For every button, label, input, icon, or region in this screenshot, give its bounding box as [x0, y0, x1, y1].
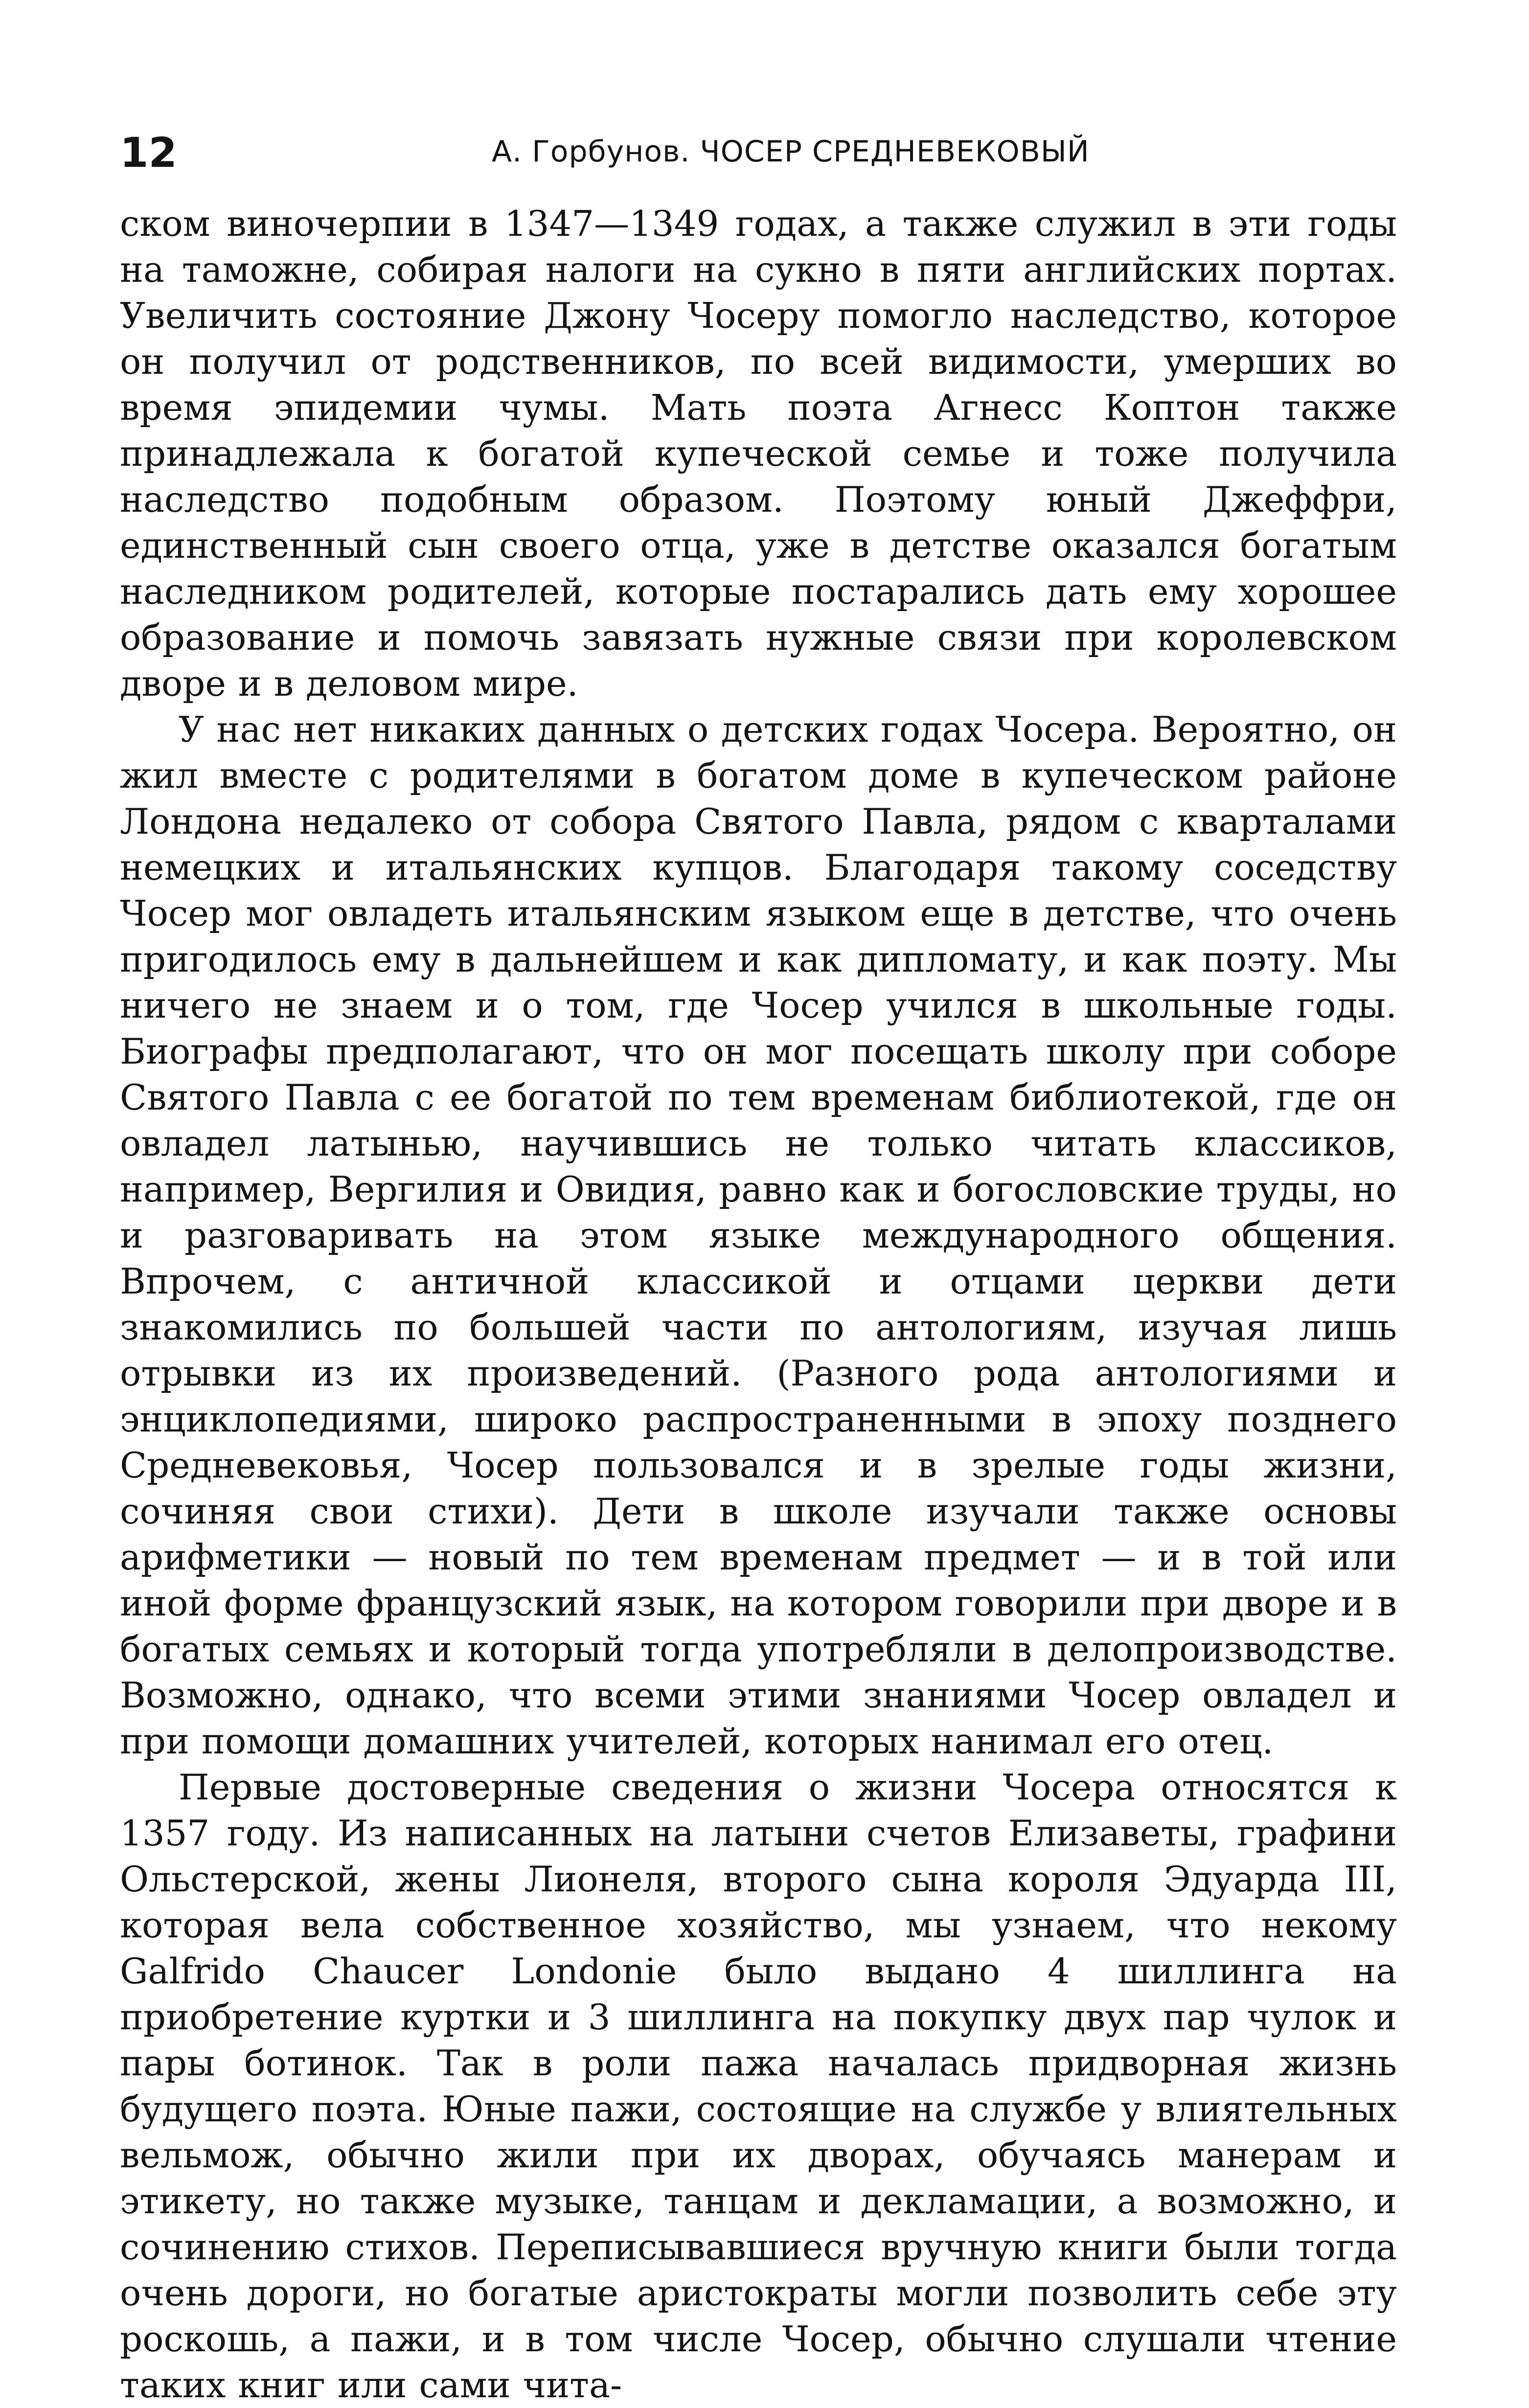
body-text [120, 201, 1397, 2408]
paragraph-continued: ском виночерпии в 1347—1349 годах, а также служил в эти годы на таможне, собирая налоги на сукно в пяти английских портах. Увеличить состояние Джону Чосеру помогло наследство, которое он получил от родственников, по всей видимости, умерших во время эпидемии чумы. Мать поэта Агнесс Коптон также принадлежала к богатой купеческой семье и тоже получила наследство подобным образом. Поэтому юный Джеффри, единственный сын своего отца, уже в детстве оказался богатым наследником родителей, которые постарались дать ему хорошее образование и помочь завязать нужные связи при королевском дворе и в деловом мире. [120, 203, 1397, 704]
page-number: 12 [120, 129, 177, 177]
paragraph-childhood: У нас нет никаких данных о детских годах Чосера. Вероятно, он жил вместе с родителями в богатом доме в купеческом районе Лондона недалеко от собора Святого Павла, рядом с кварталами немецких и итальянских купцов. Благодаря такому соседству Чосер мог овладеть итальянским языком еще в детстве, что очень пригодилось ему в дальнейшем и как дипломату, и как поэту. Мы ничего не знаем и о том, где Чосер учился в школьные годы. Биографы предполагают, что он мог посещать школу при соборе Святого Павла с ее богатой по тем временам библиотекой, где он овладел латынью, научившись не только читать классиков, например, Вергилия и Овидия, равно как и богословские труды, но и разговаривать на этом языке международного общения. Впрочем, с античной классикой и отцами церкви дети знакомились по большей части по антологиям, изучая лишь отрывки из их произведений. (Разного рода антологиями и энциклопедиями, широко распространенными в эпоху позднего Средневековья, Чосер пользовался и в зрелые годы жизни, сочиняя свои стихи). Дети в школе изучали также основы арифметики — новый по тем временам предмет — и в той или иной форме французский язык, на котором говорили при дворе и в богатых семьях и который тогда употребляли в делопроизводстве. Возможно, однако, что всеми этими знаниями Чосер овладел и при помощи домашних учителей, которых нанимал его отец. [120, 709, 1397, 1762]
page-header [120, 129, 1397, 191]
running-head: А. Горбунов. ЧОСЕР СРЕДНЕВЕКОВЫЙ [492, 135, 1090, 169]
book-page [120, 129, 1397, 2408]
paragraph-first-records: Первые достоверные сведения о жизни Чосера относятся к 1357 году. Из написанных на латыни счетов Елизаветы, графини Ольстерской, жены Лионеля, второго сына короля Эдуарда III, которая вела собственное хозяйство, мы узнаем, что некому Galfrido Chaucer Londonie было выдано 4 шиллинга на приобретение куртки и 3 шиллинга на покупку двух пар чулок и пары ботинок. Так в роли пажа началась придворная жизнь будущего поэта. Юные пажи, состоящие на службе у влиятельных вельмож, обычно жили при их дворах, обучаясь манерам и этикету, но также музыке, танцам и декламации, а возможно, и сочинению стихов. Переписывавшиеся вручную книги были тогда очень дороги, но богатые аристократы могли позволить себе эту роскошь, а пажи, и в том числе Чосер, обычно слушали чтение таких книг или сами чита- [120, 1767, 1397, 2406]
